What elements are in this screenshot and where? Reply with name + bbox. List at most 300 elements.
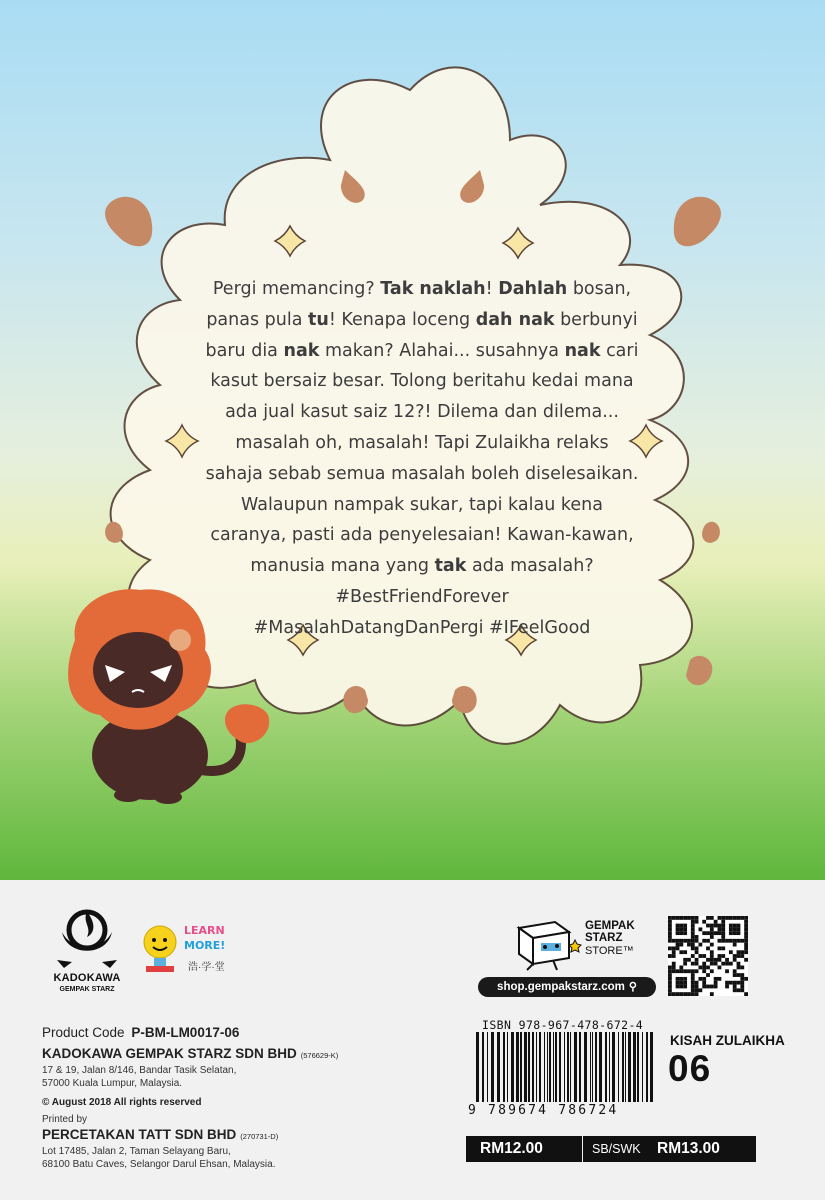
- barcode-bar: [547, 1032, 548, 1102]
- barcode-bar: [637, 1032, 639, 1102]
- qr-module: [698, 988, 702, 992]
- qr-module: [718, 924, 722, 928]
- qr-module: [691, 939, 695, 943]
- barcode-bar: [599, 1032, 602, 1102]
- price-east-label: SB/SWK: [592, 1142, 641, 1156]
- qr-module: [733, 985, 737, 989]
- qr-module: [706, 939, 710, 943]
- shop-url-text: shop.gempakstarz.com: [497, 981, 625, 993]
- qr-module: [706, 924, 710, 928]
- qr-module: [687, 916, 691, 920]
- qr-module: [702, 981, 706, 985]
- qr-module: [737, 954, 741, 958]
- barcode-bar: [559, 1032, 561, 1102]
- qr-module: [740, 954, 744, 958]
- qr-module: [691, 927, 695, 931]
- barcode-bar: [618, 1032, 619, 1102]
- qr-module: [737, 966, 741, 970]
- qr-module: [706, 958, 710, 962]
- barcode-bar: [528, 1032, 530, 1102]
- qr-module: [718, 939, 722, 943]
- qr-module: [729, 981, 733, 985]
- product-code-value: P-BM-LM0017-06: [131, 1025, 240, 1040]
- lion-paw-left: [114, 788, 142, 802]
- qr-module: [706, 946, 710, 950]
- qr-module: [691, 931, 695, 935]
- qr-module: [737, 962, 741, 966]
- qr-module: [691, 977, 695, 981]
- price-peninsular: RM12.00: [480, 1140, 543, 1157]
- qr-module: [714, 920, 718, 924]
- store-name-line2: STARZ: [585, 932, 623, 944]
- barcode-bar: [642, 1032, 643, 1102]
- blurb-emphasis: nak: [564, 340, 601, 361]
- blurb-line: [185, 305, 659, 336]
- qr-module: [710, 958, 714, 962]
- barcode-bar: [491, 1032, 494, 1102]
- qr-module: [729, 916, 733, 920]
- printed-by-label: Printed by: [42, 1114, 88, 1125]
- qr-module: [676, 943, 680, 947]
- barcode-bar: [633, 1032, 636, 1102]
- barcode-bar: [567, 1032, 569, 1102]
- qr-module: [695, 935, 699, 939]
- qr-module: [672, 950, 676, 954]
- qr-module: [668, 939, 672, 943]
- copyright: © August 2018 All rights reserved: [42, 1097, 202, 1108]
- phoenix-icon: [42, 902, 132, 972]
- barcode-bar: [625, 1032, 626, 1102]
- price-bar: [466, 1136, 756, 1162]
- qr-module: [710, 935, 714, 939]
- barcode-bar: [570, 1032, 571, 1102]
- qr-module: [714, 981, 718, 985]
- qr-module: [710, 916, 714, 920]
- qr-module: [733, 954, 737, 958]
- barcode-bar: [579, 1032, 581, 1102]
- product-code-label: Product Code: [42, 1025, 125, 1040]
- blurb-text: manusia mana yang: [250, 556, 435, 577]
- qr-module: [710, 954, 714, 958]
- publisher-address-line: 17 & 19, Jalan 8/146, Bandar Tasik Selatan,: [42, 1065, 237, 1076]
- qr-module: [718, 958, 722, 962]
- barcode-bar: [622, 1032, 624, 1102]
- qr-module: [679, 977, 683, 981]
- qr-module: [683, 939, 687, 943]
- qr-module: [740, 985, 744, 989]
- blurb-emphasis: dah nak: [475, 309, 555, 330]
- qr-module: [718, 916, 722, 920]
- qr-module: [725, 985, 729, 989]
- blurb-emphasis: nak: [283, 340, 320, 361]
- barcode-bar: [503, 1032, 505, 1102]
- qr-module: [676, 927, 680, 931]
- lion-paw-right: [154, 790, 182, 804]
- qr-module: [721, 935, 725, 939]
- qr-module: [691, 954, 695, 958]
- qr-module: [672, 939, 676, 943]
- qr-module: [695, 985, 699, 989]
- blurb-text: ada masalah?: [466, 556, 594, 577]
- qr-module: [744, 939, 748, 943]
- qr-module: [733, 931, 737, 935]
- barcode-bar: [549, 1032, 551, 1102]
- printer-address: [42, 1146, 275, 1171]
- blurb-text: cari: [600, 340, 639, 361]
- qr-module: [695, 950, 699, 954]
- qr-module: [691, 946, 695, 950]
- qr-module: [714, 958, 718, 962]
- qr-module: [718, 931, 722, 935]
- qr-module: [668, 927, 672, 931]
- qr-module: [683, 916, 687, 920]
- qr-module: [695, 939, 699, 943]
- qr-module: [740, 981, 744, 985]
- barcode-bar: [646, 1032, 648, 1102]
- qr-module: [695, 988, 699, 992]
- qr-module: [676, 981, 680, 985]
- lion-tail-tuft: [225, 704, 269, 743]
- qr-module: [668, 920, 672, 924]
- qr-module: [740, 977, 744, 981]
- qr-module: [672, 916, 676, 920]
- blurb-line: [185, 613, 659, 644]
- qr-module: [668, 916, 672, 920]
- qr-module: [698, 943, 702, 947]
- qr-module: [710, 962, 714, 966]
- learn-more-logo: [140, 922, 240, 982]
- qr-module: [737, 988, 741, 992]
- qr-module: [695, 969, 699, 973]
- shop-url[interactable]: [478, 977, 656, 997]
- qr-module: [744, 958, 748, 962]
- qr-module: [737, 931, 741, 935]
- store-subtitle: STORE™: [585, 945, 634, 957]
- qr-module: [718, 977, 722, 981]
- blurb-text: makan? Alahai... susahnya: [319, 340, 565, 361]
- qr-module: [672, 954, 676, 958]
- qr-module: [676, 924, 680, 928]
- qr-module: [733, 939, 737, 943]
- qr-module: [744, 992, 748, 996]
- barcode-bar: [524, 1032, 527, 1102]
- blurb-text: berbunyi: [554, 309, 638, 330]
- blurb-text: caranya, pasti ada penyelesaian! Kawan-kawan,: [210, 525, 634, 546]
- barcode-digits: 9 789674 786724: [468, 1103, 619, 1118]
- footer-panel: [0, 880, 825, 1200]
- qr-module: [679, 966, 683, 970]
- qr-module: [737, 916, 741, 920]
- qr-module: [729, 939, 733, 943]
- qr-module: [706, 916, 710, 920]
- qr-module: [702, 954, 706, 958]
- qr-module: [676, 939, 680, 943]
- qr-module: [721, 946, 725, 950]
- qr-module: [683, 969, 687, 973]
- qr-module: [714, 931, 718, 935]
- qr-module: [683, 992, 687, 996]
- barcode-bar: [476, 1032, 479, 1102]
- qr-module: [691, 916, 695, 920]
- qr-module: [737, 950, 741, 954]
- qr-module: [683, 985, 687, 989]
- qr-module: [744, 924, 748, 928]
- qr-module: [737, 939, 741, 943]
- qr-module: [740, 966, 744, 970]
- barcode-bar: [612, 1032, 615, 1102]
- qr-module: [679, 931, 683, 935]
- blurb-line: [185, 336, 659, 367]
- qr-module: [721, 962, 725, 966]
- qr-module: [725, 916, 729, 920]
- barcode-bar: [507, 1032, 508, 1102]
- qr-module: [714, 977, 718, 981]
- qr-module: [687, 992, 691, 996]
- qr-module: [733, 969, 737, 973]
- qr-module: [683, 950, 687, 954]
- qr-module: [668, 931, 672, 935]
- blurb-line: [185, 520, 659, 551]
- qr-module: [721, 931, 725, 935]
- qr-module: [679, 943, 683, 947]
- qr-module: [691, 988, 695, 992]
- qr-module: [733, 927, 737, 931]
- qr-module: [733, 916, 737, 920]
- qr-module: [718, 954, 722, 958]
- qr-module: [691, 981, 695, 985]
- kadokawa-name: KADOKAWA: [53, 972, 121, 984]
- qr-module: [710, 992, 714, 996]
- qr-module: [679, 981, 683, 985]
- barcode-bar: [553, 1032, 554, 1102]
- barcode-bar: [609, 1032, 610, 1102]
- blurb-emphasis: tak: [434, 556, 467, 577]
- qr-module: [702, 962, 706, 966]
- qr-module: [706, 966, 710, 970]
- qr-module: [679, 992, 683, 996]
- barcode: [470, 1032, 660, 1108]
- qr-module: [672, 992, 676, 996]
- qr-module: [691, 924, 695, 928]
- qr-module: [714, 962, 718, 966]
- qr-module: [725, 958, 729, 962]
- qr-module: [668, 954, 672, 958]
- barcode-bar: [487, 1032, 488, 1102]
- blurb-text: ada jual kasut saiz 12?! Dilema dan dilema...: [225, 402, 619, 423]
- qr-module: [679, 969, 683, 973]
- barcode-bar: [584, 1032, 587, 1102]
- qr-module: [744, 943, 748, 947]
- blurb-text: #BestFriendForever: [335, 586, 509, 607]
- qr-module: [721, 916, 725, 920]
- qr-module: [718, 966, 722, 970]
- qr-module: [710, 943, 714, 947]
- qr-module: [676, 977, 680, 981]
- printer-name-text: PERCETAKAN TATT SDN BHD: [42, 1127, 237, 1142]
- qr-module: [676, 985, 680, 989]
- barcode-bar: [564, 1032, 565, 1102]
- qr-module: [710, 924, 714, 928]
- qr-module: [672, 962, 676, 966]
- qr-module: [679, 927, 683, 931]
- qr-module: [668, 992, 672, 996]
- qr-module: [740, 916, 744, 920]
- qr-module: [695, 916, 699, 920]
- barcode-bar: [628, 1032, 631, 1102]
- qr-module: [702, 931, 706, 935]
- qr-module: [721, 920, 725, 924]
- qr-module: [744, 920, 748, 924]
- qr-module: [672, 969, 676, 973]
- qr-module: [702, 966, 706, 970]
- printer-address-line: 68100 Batu Caves, Selangor Darul Ehsan, Malaysia.: [42, 1158, 276, 1170]
- qr-module: [676, 992, 680, 996]
- qr-module: [698, 966, 702, 970]
- qr-module: [744, 935, 748, 939]
- qr-module: [733, 943, 737, 947]
- qr-module: [668, 946, 672, 950]
- series-title: KISAH ZULAIKHA: [670, 1033, 785, 1048]
- blurb-text: Pergi memancing?: [212, 279, 381, 299]
- qr-module: [729, 931, 733, 935]
- gempak-starz-store-logo: [505, 910, 655, 980]
- qr-module: [695, 958, 699, 962]
- blurb-text: !: [485, 279, 499, 299]
- qr-module: [725, 969, 729, 973]
- qr-module: [676, 916, 680, 920]
- qr-module: [744, 977, 748, 981]
- qr-module: [737, 927, 741, 931]
- isbn: ISBN 978-967-478-672-4: [482, 1018, 644, 1032]
- qr-module: [683, 958, 687, 962]
- blurb-line: [185, 397, 659, 428]
- qr-module: [725, 981, 729, 985]
- qr-module: [733, 958, 737, 962]
- qr-module: [718, 946, 722, 950]
- qr-module: [740, 988, 744, 992]
- qr-module: [729, 962, 733, 966]
- learn-word: LEARN: [184, 924, 225, 937]
- qr-module: [695, 962, 699, 966]
- qr-module: [744, 916, 748, 920]
- barcode-bar: [516, 1032, 519, 1102]
- blurb-text: panas pula: [206, 309, 308, 330]
- search-icon: ⚲: [628, 981, 637, 993]
- blurb-line: [185, 490, 659, 521]
- qr-module: [679, 924, 683, 928]
- publisher-address: [42, 1065, 236, 1090]
- qr-module: [668, 988, 672, 992]
- blurb-text: masalah oh, masalah! Tapi Zulaikha relaks: [235, 432, 609, 453]
- qr-module: [679, 939, 683, 943]
- blurb-emphasis: Dahlah: [498, 279, 568, 299]
- qr-module: [668, 924, 672, 928]
- qr-module: [729, 950, 733, 954]
- learn-more-chinese: 浩·学·堂: [188, 962, 225, 973]
- product-code: [42, 1025, 239, 1040]
- qr-module: [668, 935, 672, 939]
- barcode-bar: [592, 1032, 593, 1102]
- blurb-text: bosan,: [567, 279, 632, 299]
- qr-module: [695, 992, 699, 996]
- blurb-line: [185, 551, 659, 582]
- barcode-bar: [605, 1032, 607, 1102]
- barcode-bar: [497, 1032, 500, 1102]
- qr-module: [691, 935, 695, 939]
- qr-module: [740, 973, 744, 977]
- printer-name: [42, 1127, 278, 1142]
- qr-module: [676, 946, 680, 950]
- barcode-bar: [520, 1032, 522, 1102]
- qr-module: [683, 977, 687, 981]
- qr-module: [740, 939, 744, 943]
- qr-module: [714, 985, 718, 989]
- qr-module: [744, 950, 748, 954]
- kadokawa-logo: [42, 902, 132, 1002]
- qr-module: [683, 924, 687, 928]
- volume-number: 06: [668, 1048, 712, 1089]
- blurb-line: [185, 459, 659, 490]
- barcode-bar: [532, 1032, 534, 1102]
- qr-module: [679, 916, 683, 920]
- barcode-bar: [650, 1032, 653, 1102]
- barcode-bar: [555, 1032, 557, 1102]
- qr-module: [744, 931, 748, 935]
- qr-module: [691, 992, 695, 996]
- qr-module: [668, 966, 672, 970]
- qr-module: [710, 950, 714, 954]
- publisher-name: [42, 1046, 338, 1061]
- qr-module: [729, 924, 733, 928]
- qr-module: [691, 943, 695, 947]
- qr-module: [744, 946, 748, 950]
- publisher-address-line: 57000 Kuala Lumpur, Malaysia.: [42, 1077, 183, 1089]
- store-name-line1: GEMPAK: [585, 920, 635, 932]
- qr-module: [683, 962, 687, 966]
- qr-module: [737, 973, 741, 977]
- blurb-text: #MasalahDatangDanPergi #IFeelGood: [253, 617, 591, 638]
- barcode-bar: [544, 1032, 545, 1102]
- qr-module: [733, 981, 737, 985]
- qr-module: [668, 969, 672, 973]
- more-word: MORE!: [184, 939, 226, 952]
- qr-module: [737, 981, 741, 985]
- qr-module: [695, 981, 699, 985]
- qr-module: [687, 943, 691, 947]
- qr-code[interactable]: [668, 916, 748, 996]
- qr-module: [695, 920, 699, 924]
- printer-reg: (270731-D): [240, 1132, 279, 1141]
- qr-module: [714, 924, 718, 928]
- back-cover-blurb: [185, 274, 659, 644]
- qr-module: [668, 981, 672, 985]
- qr-module: [691, 920, 695, 924]
- blurb-text: baru dia: [205, 340, 284, 361]
- qr-module: [718, 927, 722, 931]
- qr-module: [702, 985, 706, 989]
- printer-address-line: Lot 17485, Jalan 2, Taman Selayang Baru,: [42, 1146, 231, 1157]
- barcode-bar: [595, 1032, 597, 1102]
- qr-module: [687, 958, 691, 962]
- box-mascot-icon: [505, 910, 583, 972]
- qr-module: [706, 973, 710, 977]
- publisher-reg: (576629-K): [300, 1051, 339, 1060]
- qr-module: [691, 973, 695, 977]
- qr-module: [683, 981, 687, 985]
- blurb-line: [185, 274, 659, 305]
- qr-module: [702, 969, 706, 973]
- qr-module: [721, 939, 725, 943]
